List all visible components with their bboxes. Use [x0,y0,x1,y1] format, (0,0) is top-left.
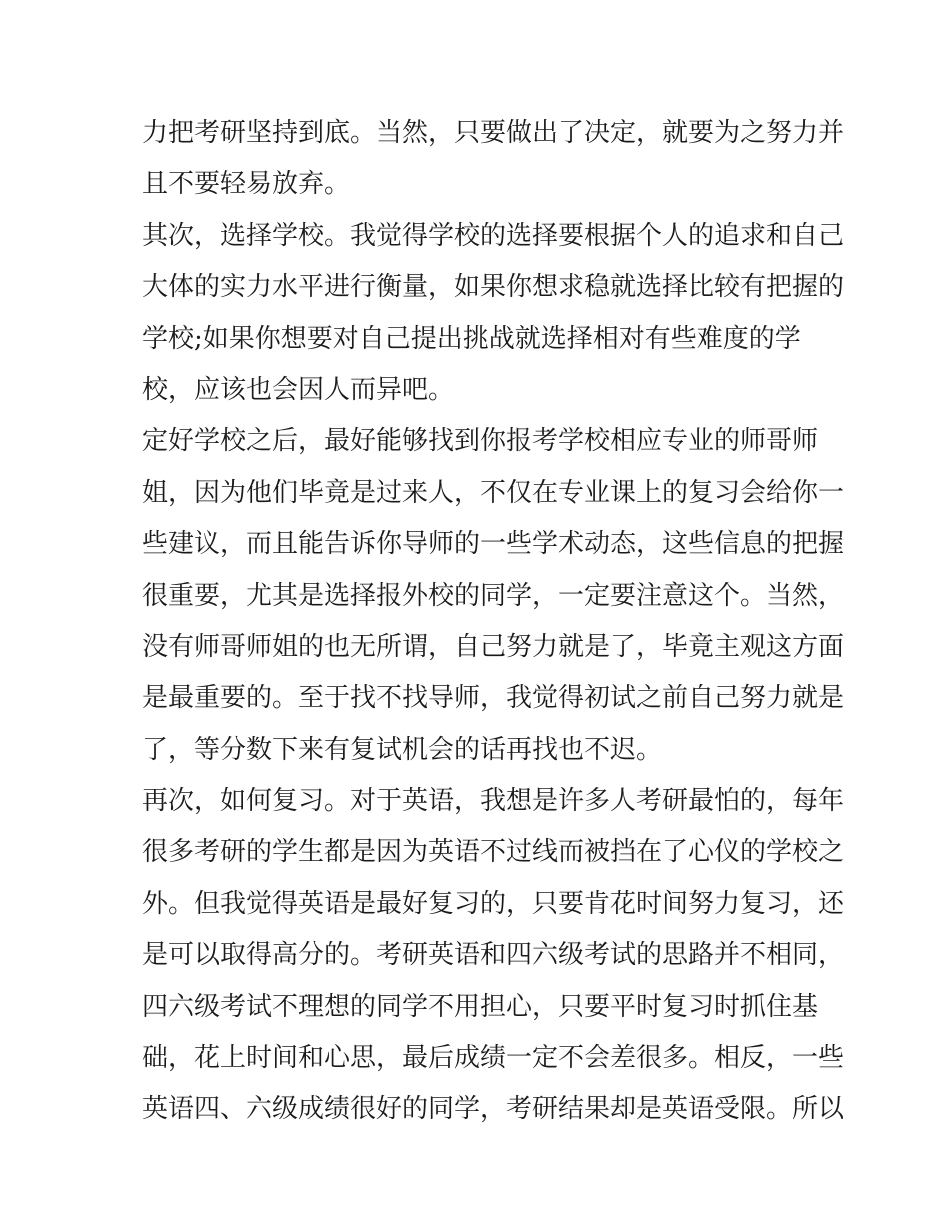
text-line: 大体的实力水平进行衡量，如果你想求稳就选择比较有把握的 [142,272,845,303]
text-line: 其次，选择学校。我觉得学校的选择要根据个人的追求和自己 [142,220,845,251]
text-line: 是最重要的。至于找不找导师，我觉得初试之前自己努力就是 [142,683,845,714]
text-line: 很重要，尤其是选择报外校的同学，一定要注意这个。当然， [142,580,845,611]
text-line: 是可以取得高分的。考研英语和四六级考试的思路并不相同， [142,940,845,971]
text-line: 再次，如何复习。对于英语，我想是许多人考研最怕的，每年 [142,786,845,817]
text-line: 英语四、六级成绩很好的同学，考研结果却是英语受限。所以 [142,1094,845,1125]
text-line: 了，等分数下来有复试机会的话再找也不迟。 [142,734,663,765]
text-line: 础，花上时间和心思，最后成绩一定不会差很多。相反，一些 [142,1043,845,1074]
text-line: 力把考研坚持到底。当然，只要做出了决定，就要为之努力并 [142,118,845,148]
text-line: 学校;如果你想要对自己提出挑战就选择相对有些难度的学 [142,323,801,354]
text-line: 很多考研的学生都是因为英语不过线而被挡在了心仪的学校之 [142,837,845,868]
text-line: 外。但我觉得英语是最好复习的，只要肯花时间努力复习，还 [142,888,845,919]
text-line: 没有师哥师姐的也无所谓，自己努力就是了，毕竟主观这方面 [142,631,845,662]
text-line: 校，应该也会因人而异吧。 [142,374,455,405]
body-text [142,108,845,1136]
text-line: 些建议，而且能告诉你导师的一些学术动态，这些信息的把握 [142,529,845,560]
text-line: 姐，因为他们毕竟是过来人，不仅在专业课上的复习会给你一 [142,477,845,508]
text-line: 且不要轻易放弃。 [142,169,351,200]
text-line: 四六级考试不理想的同学不用担心，只要平时复习时抓住基 [142,991,819,1022]
text-line: 定好学校之后，最好能够找到你报考学校相应专业的师哥师 [142,426,819,457]
